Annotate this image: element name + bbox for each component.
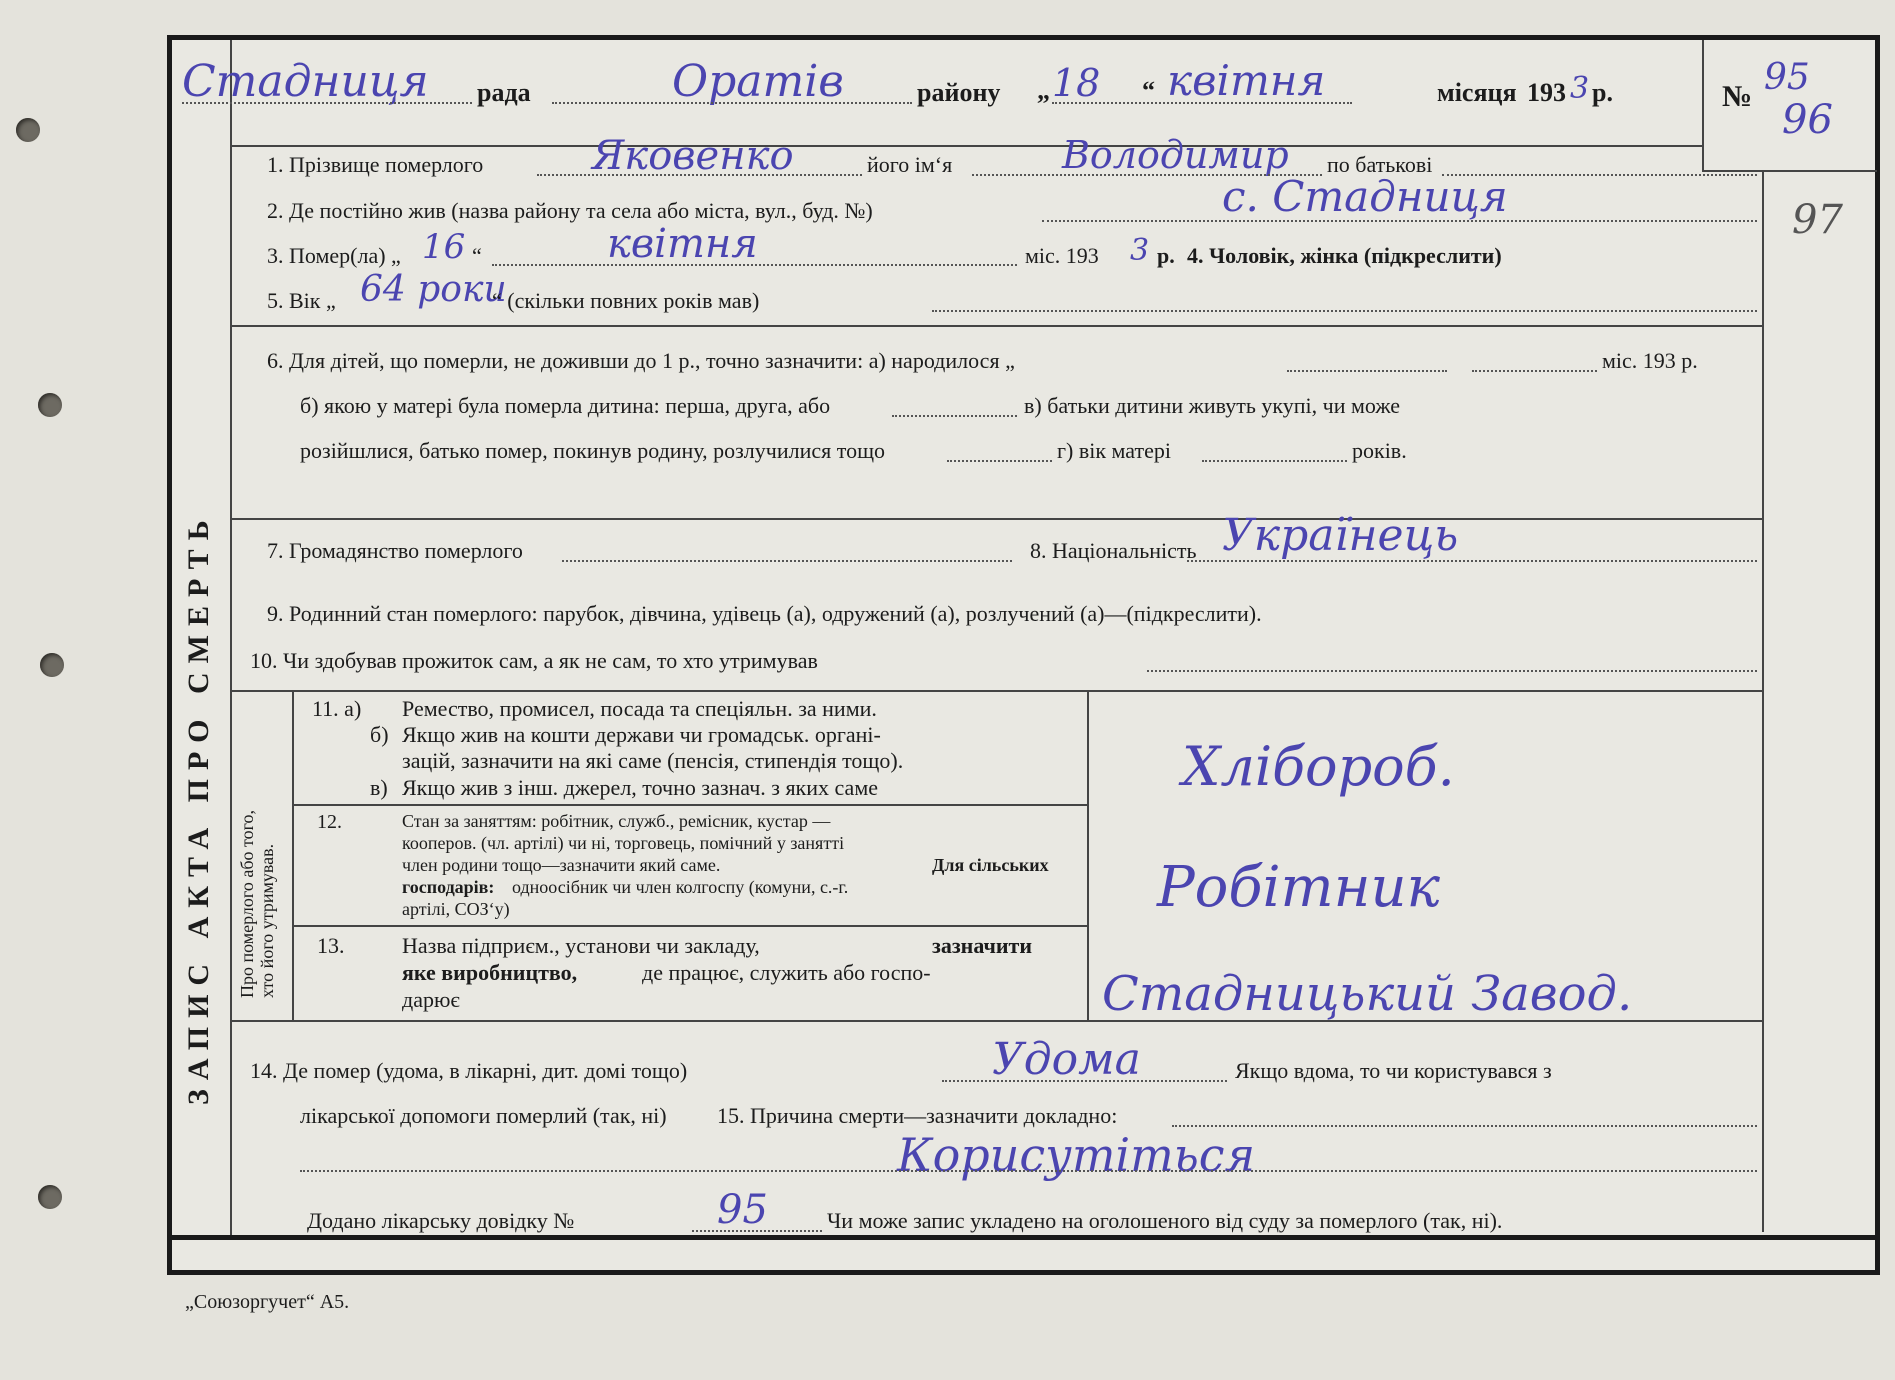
hw-residence: с. Стадниця [1222,172,1508,221]
field-11-b-line-1: Якщо жив на кошти держави чи громадськ. органі- [402,722,881,747]
fill-line [492,264,1017,266]
field-6-line-2-end: в) батьки дитини живуть укупі, чи може [1024,393,1401,418]
number-box-left [1702,40,1704,172]
hw-place-of-death: Удома [992,1034,1141,1085]
year-printed: 193 [1527,78,1566,107]
field-6-line-1: 6. Для дітей, що померли, не доживши до 1 р., точно зазначити: а) народилося „ [267,348,1015,373]
field-7-label: 7. Громадянство померлого [267,538,523,563]
field-4-label: 4. Чоловік, жінка (підкреслити) [1187,243,1502,268]
field-14-line-2: лікарської допомоги померлий (так, ні) [300,1103,667,1128]
side-label [238,810,278,998]
year-suffix: р. [1592,78,1613,107]
hw-certificate-number: 95 [717,1187,768,1233]
attached-label: Додано лікарську довідку № [307,1208,575,1233]
fill-line [942,1080,1227,1082]
field-12-line-3b: Для сільських [932,855,1049,875]
fill-line [1472,370,1597,372]
death-record-form [167,35,1880,1275]
fill-line [1147,670,1757,672]
printer-mark: „Союзоргучет“ А5. [185,1291,350,1313]
hw-month: квітня [1167,56,1326,105]
fill-line [1042,220,1757,222]
field-11-c-letter: в) [370,775,388,800]
fill-line [562,560,1012,562]
hw-status: Робітник [1157,855,1440,920]
field-3-month-label: міс. 193 [1025,243,1099,268]
field-13-line-3: дарює [402,987,460,1012]
field-11-b-letter: б) [370,722,389,747]
table-rule [292,925,1087,927]
date-close-quote: “ [1142,76,1155,105]
field-3-label: 3. Помер(ла) „ [267,243,401,268]
field-12-line-5: артілі, СОЗ‘у) [402,899,510,919]
field-12-line-1: Стан за заняттям: робітник, служб., ремісник, кустар — [402,811,831,831]
field-9-label: 9. Родинний стан померлого: парубок, дівчина, удівець (а), одружений (а), розлучений (а)—(підкреслити). [267,601,1262,626]
field-6-line-2: б) якою у матері була померла дитина: перша, друга, або [300,393,831,418]
fill-line [300,1170,1757,1172]
hw-number-bottom: 96 [1782,97,1833,143]
hw-surname: Яковенко [592,133,794,179]
hw-death-day: 16 [422,227,466,267]
hw-workplace: Стадницький Завод. [1102,966,1633,1022]
section-rule [230,690,1762,692]
field-3-year-suffix: р. [1157,243,1175,268]
fill-line [947,460,1052,462]
side-label-line-2: хто його утримував. [256,843,277,998]
section-rule [230,518,1762,520]
field-13-line-2b: де працює, служить або госпо- [642,960,931,985]
field-1-label: 1. Прізвище померлого [267,152,484,177]
fill-line [552,102,912,104]
binder-hole [38,393,62,417]
fill-line [1172,1125,1757,1127]
number-box-bottom [1702,170,1877,172]
section-rule [230,325,1762,327]
field-6-line-3: розійшлися, батько помер, покинув родину, розлучилися тощо [300,438,886,463]
fill-line [1187,560,1757,562]
sidebar-title: ЗАПИС АКТА ПРО СМЕРТЬ [182,511,215,1105]
field-5-suffix: “ (скільки повних років мав) [492,288,760,313]
table-divider [1087,690,1089,1020]
council-label: рада [477,78,531,107]
binder-hole [38,1185,62,1209]
hw-nationality: Українець [1222,510,1459,561]
field-6-mother-age-label: г) вік матері [1057,438,1171,463]
side-label-line-1: Про померлого або того, [237,809,257,998]
field-12-line-4a: господарів: [402,877,495,897]
field-1-patronymic-label: по батькові [1327,152,1433,177]
fill-line [1287,370,1447,372]
field-13-line-1b: зазначити [932,933,1033,958]
sidebar-divider [230,40,232,1235]
field-11-c: Якщо жив з інш. джерел, точно зазнач. з яких саме [402,775,879,800]
hw-district: Оратів [672,56,844,107]
field-15-label: 15. Причина смерти—зазначити докладно: [717,1103,1118,1128]
field-2-label: 2. Де постійно жив (назва району та села або міста, вул., буд. №) [267,198,873,223]
fill-line [1052,102,1352,104]
field-12-line-3a: член родини тощо—зазначити який саме. [402,855,721,875]
hw-cause-of-death: Корисутіться [897,1128,1256,1182]
hw-village: Стадниця [182,56,429,107]
table-divider [292,690,294,1020]
header-rule [230,145,1702,147]
hw-death-year: 3 [1130,233,1150,268]
field-14-label: 14. Де помер (удома, в лікарні, дит. домі тощо) [250,1058,688,1083]
fill-line [537,174,862,176]
binder-hole [40,653,64,677]
month-label: місяця [1437,78,1517,107]
hw-year-digit: 3 [1570,71,1590,106]
field-8-label: 8. Національність [1030,538,1197,563]
date-open-quote: „ [1037,76,1050,105]
field-14-continuation: Якщо вдома, то чи користувався з [1235,1058,1552,1083]
hw-day: 18 [1052,61,1101,105]
field-5-label: 5. Вік „ [267,288,336,313]
bottom-rule [172,1235,1877,1240]
field-1-name-label: його ім‘я [867,152,953,177]
district-label: району [917,78,1001,107]
number-label: № [1722,80,1753,113]
field-11-number: 11. а) [312,696,362,721]
fill-line [692,1230,822,1232]
hw-age: 64 роки [360,269,507,310]
hw-occupation: Хлібороб. [1182,735,1455,798]
field-13-number: 13. [317,933,345,958]
hw-death-month: квітня [607,221,758,267]
field-11-a: Ремество, промисел, посада та спеціяльн. за ними. [402,696,877,721]
margin-number: 97 [1792,197,1843,243]
field-12-number: 12. [317,811,342,833]
margin-column [1762,172,1764,1232]
fill-line [1202,460,1347,462]
field-12-line-4b: одноосібник чи член колгоспу (комуни, с.-г. [512,877,849,897]
court-label: Чи може запис укладено на оголошеного від суду за померлого (так, ні). [827,1208,1503,1233]
fill-line [932,310,1757,312]
table-rule [292,804,1087,806]
field-10-label: 10. Чи здобував прожиток сам, а як не сам, то хто утримував [250,648,818,673]
fill-line [892,415,1017,417]
binder-hole [16,118,40,142]
field-12-line-2: кооперов. (чл. артілі) чи ні, торговець, помічний у занятті [402,833,845,853]
field-13-line-2a: яке виробництво, [402,960,578,985]
field-11-b-line-2: зацій, зазначити на які саме (пенсія, стипендія тощо). [402,748,904,773]
field-3-quote: “ [472,243,482,268]
hw-given-name: Володимир [1062,133,1289,177]
field-6-line-1-end: міс. 193 р. [1602,348,1698,373]
hw-number-top: 95 [1764,57,1810,98]
field-13-line-1a: Назва підприєм., установи чи закладу, [402,933,760,958]
fill-line [182,102,472,104]
field-6-line-3-end: років. [1352,438,1407,463]
